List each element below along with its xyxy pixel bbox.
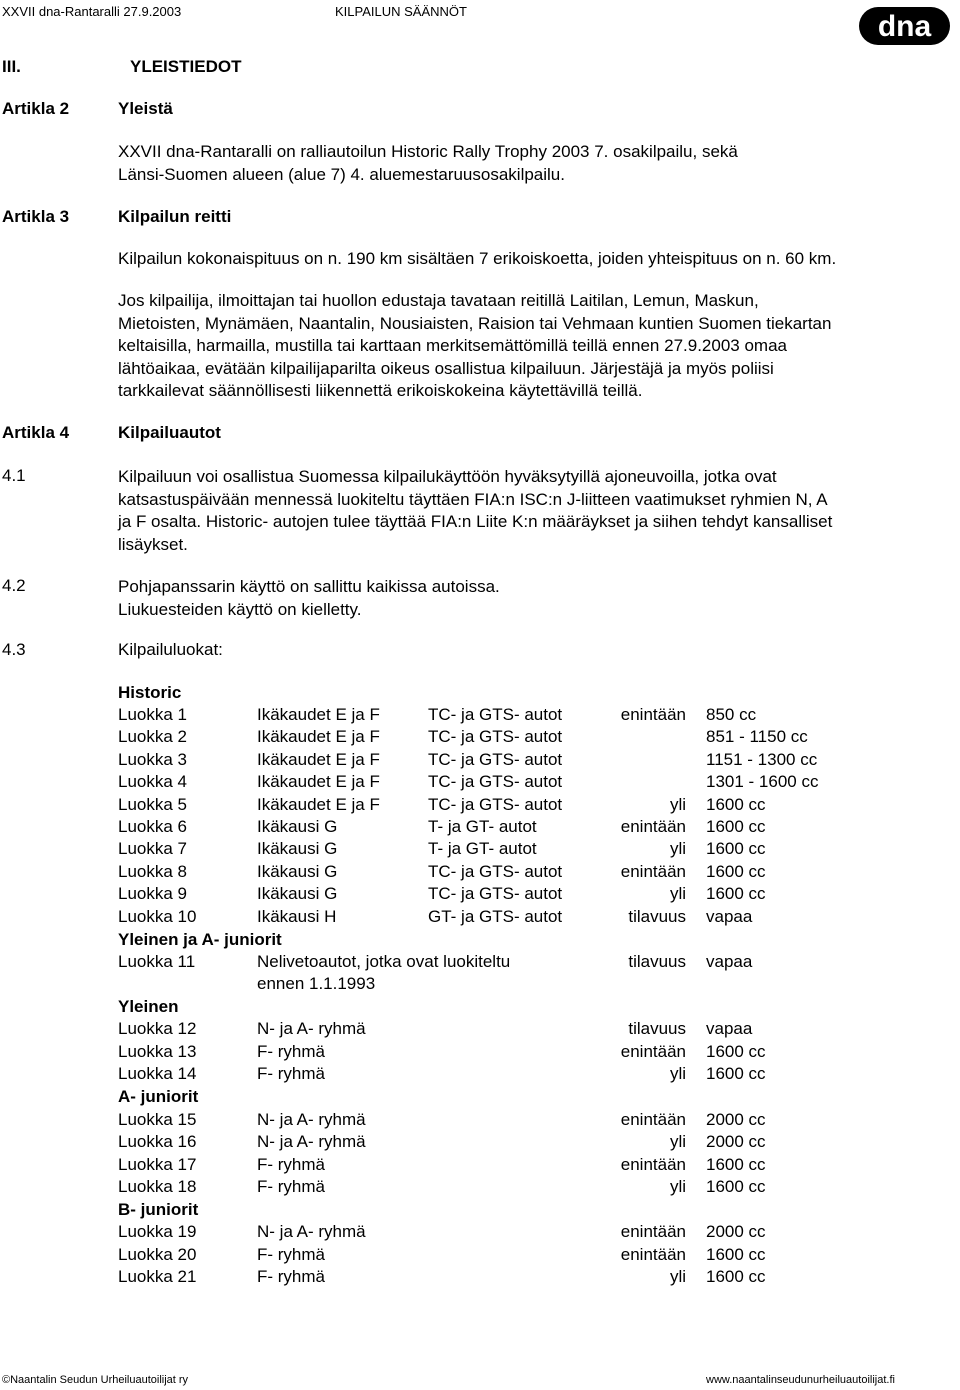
section-4-3-number: 4.3 xyxy=(2,640,26,659)
class-era: Ikäkausi G xyxy=(257,817,338,836)
class-volume: 850 cc xyxy=(706,705,757,724)
class-qualifier: enintään xyxy=(620,1110,686,1129)
class-qualifier: yli xyxy=(669,1064,686,1083)
class-group: F- ryhmä xyxy=(257,1245,325,1264)
class-volume: 1600 cc xyxy=(706,817,766,836)
route-rules-text xyxy=(118,290,831,403)
class-qualifier: yli xyxy=(669,1177,686,1196)
class-group: F- ryhmä xyxy=(257,1177,325,1196)
logo-text: dna xyxy=(877,10,932,43)
text-line: Liukuesteiden käyttö on kielletty. xyxy=(118,599,362,619)
class-name: Luokka 19 xyxy=(118,1222,197,1241)
class-volume: 2000 cc xyxy=(706,1132,766,1151)
class-name: Luokka 14 xyxy=(118,1064,197,1083)
route-length-text: Kilpailun kokonaispituus on n. 190 km sisältäen 7 erikoiskoetta, joiden yhteispituus on n. 60 km. xyxy=(118,249,837,268)
class-volume: 1151 - 1300 cc xyxy=(706,750,818,769)
class-name: Luokka 16 xyxy=(118,1132,197,1151)
class-group: F- ryhmä xyxy=(257,1155,325,1174)
class-group-yleinen: Yleinen xyxy=(118,997,179,1016)
class-group: N- ja A- ryhmä xyxy=(257,1222,366,1241)
artikla-3-label: Artikla 3 xyxy=(2,207,70,226)
class-volume: 2000 cc xyxy=(706,1222,766,1241)
class-group-yleinen-ja-a-juniorit: Yleinen ja A- juniorit xyxy=(118,930,282,949)
class-name: Luokka 21 xyxy=(118,1267,197,1286)
artikla-3-title: Kilpailun reitti xyxy=(118,207,232,226)
text-line: Länsi-Suomen alueen (alue 7) 4. aluemestaruusosakilpailu. xyxy=(118,164,565,184)
class-volume: 1600 cc xyxy=(706,1245,766,1264)
section-4-1-number: 4.1 xyxy=(2,466,26,485)
class-volume: 1600 cc xyxy=(706,1267,766,1286)
class-car-type: GT- ja GTS- autot xyxy=(428,907,563,926)
class-name: Luokka 2 xyxy=(118,727,187,746)
class-name: Luokka 12 xyxy=(118,1019,197,1038)
class-era: Ikäkaudet E ja F xyxy=(257,705,380,724)
class-name: Luokka 17 xyxy=(118,1155,197,1174)
class-group: N- ja A- ryhmä xyxy=(257,1019,366,1038)
class-volume: vapaa xyxy=(706,1019,753,1038)
class-group: N- ja A- ryhmä xyxy=(257,1110,366,1129)
class-qualifier: enintään xyxy=(620,705,686,724)
class-qualifier: tilavuus xyxy=(628,1019,686,1038)
class-qualifier: enintään xyxy=(620,817,686,836)
class-qualifier: enintään xyxy=(620,1155,686,1174)
text-line: Jos kilpailija, ilmoittajan tai huollon edustaja tavataan reitillä Laitilan, Lemun, Maskun, xyxy=(118,291,759,310)
artikla-4-label: Artikla 4 xyxy=(2,423,70,442)
class-qualifier: tilavuus xyxy=(628,952,686,971)
class-volume: 1600 cc xyxy=(706,1177,766,1196)
class-era: Ikäkausi G xyxy=(257,884,338,903)
section-title: YLEISTIEDOT xyxy=(130,57,242,76)
section-4-2-number: 4.2 xyxy=(2,576,26,595)
class-car-type: TC- ja GTS- autot xyxy=(428,772,563,791)
footer-website-link[interactable]: www.naantalinseudunurheiluautoilijat.fi xyxy=(706,1374,895,1386)
section-number: III. xyxy=(2,57,21,76)
class-name: Luokka 15 xyxy=(118,1110,197,1129)
class-name: Luokka 1 xyxy=(118,705,187,724)
class-volume: vapaa xyxy=(706,907,753,926)
dna-logo xyxy=(857,4,952,48)
text-line: Pohjapanssarin käyttö on sallittu kaikissa autoissa. xyxy=(118,577,500,596)
text-line: katsastuspäivään mennessä luokiteltu täyttäen FIA:n ISC:n J-liitteen vaatimukset ryhmien N, A xyxy=(118,489,828,509)
class-qualifier: yli xyxy=(669,839,686,858)
class-description: Nelivetoautot, jotka ovat luokiteltu xyxy=(257,952,511,971)
text-line: XXVII dna-Rantaralli on ralliautoilun Historic Rally Trophy 2003 7. osakilpailu, sekä xyxy=(118,142,738,161)
class-qualifier: enintään xyxy=(620,1042,686,1061)
class-volume: 1600 cc xyxy=(706,795,766,814)
class-name: Luokka 5 xyxy=(118,795,187,814)
class-volume: 2000 cc xyxy=(706,1110,766,1129)
text-line: keltaisilla, harmailla, mustilla tai karttaan merkitsemättömillä teillä ennen 27.9.2003 omaa xyxy=(118,336,787,355)
class-car-type: TC- ja GTS- autot xyxy=(428,705,563,724)
class-volume: 1600 cc xyxy=(706,884,766,903)
class-volume: 1600 cc xyxy=(706,1155,766,1174)
class-car-type: TC- ja GTS- autot xyxy=(428,884,563,903)
class-group: F- ryhmä xyxy=(257,1064,325,1083)
class-name: Luokka 7 xyxy=(118,839,187,858)
class-name: Luokka 20 xyxy=(118,1245,197,1264)
class-description-cont: ennen 1.1.1993 xyxy=(257,974,376,993)
class-name: Luokka 10 xyxy=(118,907,197,926)
class-name: Luokka 11 xyxy=(118,952,196,971)
class-qualifier: yli xyxy=(669,1267,686,1286)
header-doc-type: KILPAILUN SÄÄNNÖT xyxy=(335,4,467,19)
footer-copyright: ©Naantalin Seudun Urheiluautoilijat ry xyxy=(2,1374,189,1386)
class-group-historic: Historic xyxy=(118,683,182,702)
class-era: Ikäkaudet E ja F xyxy=(257,772,380,791)
class-qualifier: yli xyxy=(669,1132,686,1151)
class-name: Luokka 6 xyxy=(118,817,187,836)
class-qualifier: enintään xyxy=(620,1245,686,1264)
header-title: XXVII dna-Rantaralli 27.9.2003 xyxy=(2,4,182,19)
section-4-1-text xyxy=(118,466,832,556)
section-4-2-text xyxy=(118,576,500,621)
class-group: N- ja A- ryhmä xyxy=(257,1132,366,1151)
artikla-2-text xyxy=(118,141,738,186)
class-era: Ikäkaudet E ja F xyxy=(257,727,380,746)
class-car-type: TC- ja GTS- autot xyxy=(428,795,563,814)
class-name: Luokka 3 xyxy=(118,750,187,769)
class-group: F- ryhmä xyxy=(257,1267,325,1286)
class-era: Ikäkausi H xyxy=(257,907,337,926)
class-volume: 1600 cc xyxy=(706,862,766,881)
class-group-b-juniorit: B- juniorit xyxy=(118,1200,199,1219)
class-era: Ikäkaudet E ja F xyxy=(257,795,380,814)
class-qualifier: yli xyxy=(669,884,686,903)
class-group: F- ryhmä xyxy=(257,1042,325,1061)
class-era: Ikäkausi G xyxy=(257,839,338,858)
class-group-a-juniorit: A- juniorit xyxy=(118,1087,199,1106)
class-car-type: TC- ja GTS- autot xyxy=(428,727,563,746)
class-volume: 1600 cc xyxy=(706,839,766,858)
class-volume: vapaa xyxy=(706,952,753,971)
text-line: lähtöaikaa, evätään kilpailijaparilta oikeus osallistua kilpailuun. Järjestäjä ja myös poliisi xyxy=(118,358,774,378)
text-line: lisäykset. xyxy=(118,534,188,554)
class-name: Luokka 8 xyxy=(118,862,187,881)
artikla-2-title: Yleistä xyxy=(118,99,173,118)
class-era: Ikäkausi G xyxy=(257,862,338,881)
section-4-3-text: Kilpailuluokat: xyxy=(118,640,223,659)
class-car-type: TC- ja GTS- autot xyxy=(428,750,563,769)
class-qualifier: yli xyxy=(669,795,686,814)
text-line: Kilpailuun voi osallistua Suomessa kilpailukäyttöön hyväksytyillä ajoneuvoilla, jotka ovat xyxy=(118,467,777,486)
class-volume: 1301 - 1600 cc xyxy=(706,772,819,791)
class-name: Luokka 18 xyxy=(118,1177,197,1196)
class-name: Luokka 4 xyxy=(118,772,187,791)
artikla-2-label: Artikla 2 xyxy=(2,99,70,118)
class-name: Luokka 9 xyxy=(118,884,187,903)
class-qualifier: tilavuus xyxy=(628,907,686,926)
text-line: ja F osalta. Historic- autojen tulee täyttää FIA:n Liite K:n määräykset ja siihen tehdyt kansalliset xyxy=(118,512,833,531)
class-qualifier: enintään xyxy=(620,862,686,881)
class-qualifier: enintään xyxy=(620,1222,686,1241)
class-name: Luokka 13 xyxy=(118,1042,197,1061)
class-car-type: T- ja GT- autot xyxy=(428,839,537,858)
class-volume: 1600 cc xyxy=(706,1064,766,1083)
class-volume: 851 - 1150 cc xyxy=(706,727,808,746)
class-car-type: TC- ja GTS- autot xyxy=(428,862,563,881)
text-line: Mietoisten, Mynämäen, Naantalin, Nousiaisten, Raision tai Vehmaan kuntien Suomen tiekartan xyxy=(118,313,832,333)
class-car-type: T- ja GT- autot xyxy=(428,817,537,836)
artikla-4-title: Kilpailuautot xyxy=(118,423,221,442)
class-era: Ikäkaudet E ja F xyxy=(257,750,380,769)
class-volume: 1600 cc xyxy=(706,1042,766,1061)
text-line: tarkkailevat säännöllisesti liikennettä erikoiskokeina käytettävillä teillä. xyxy=(118,381,643,400)
